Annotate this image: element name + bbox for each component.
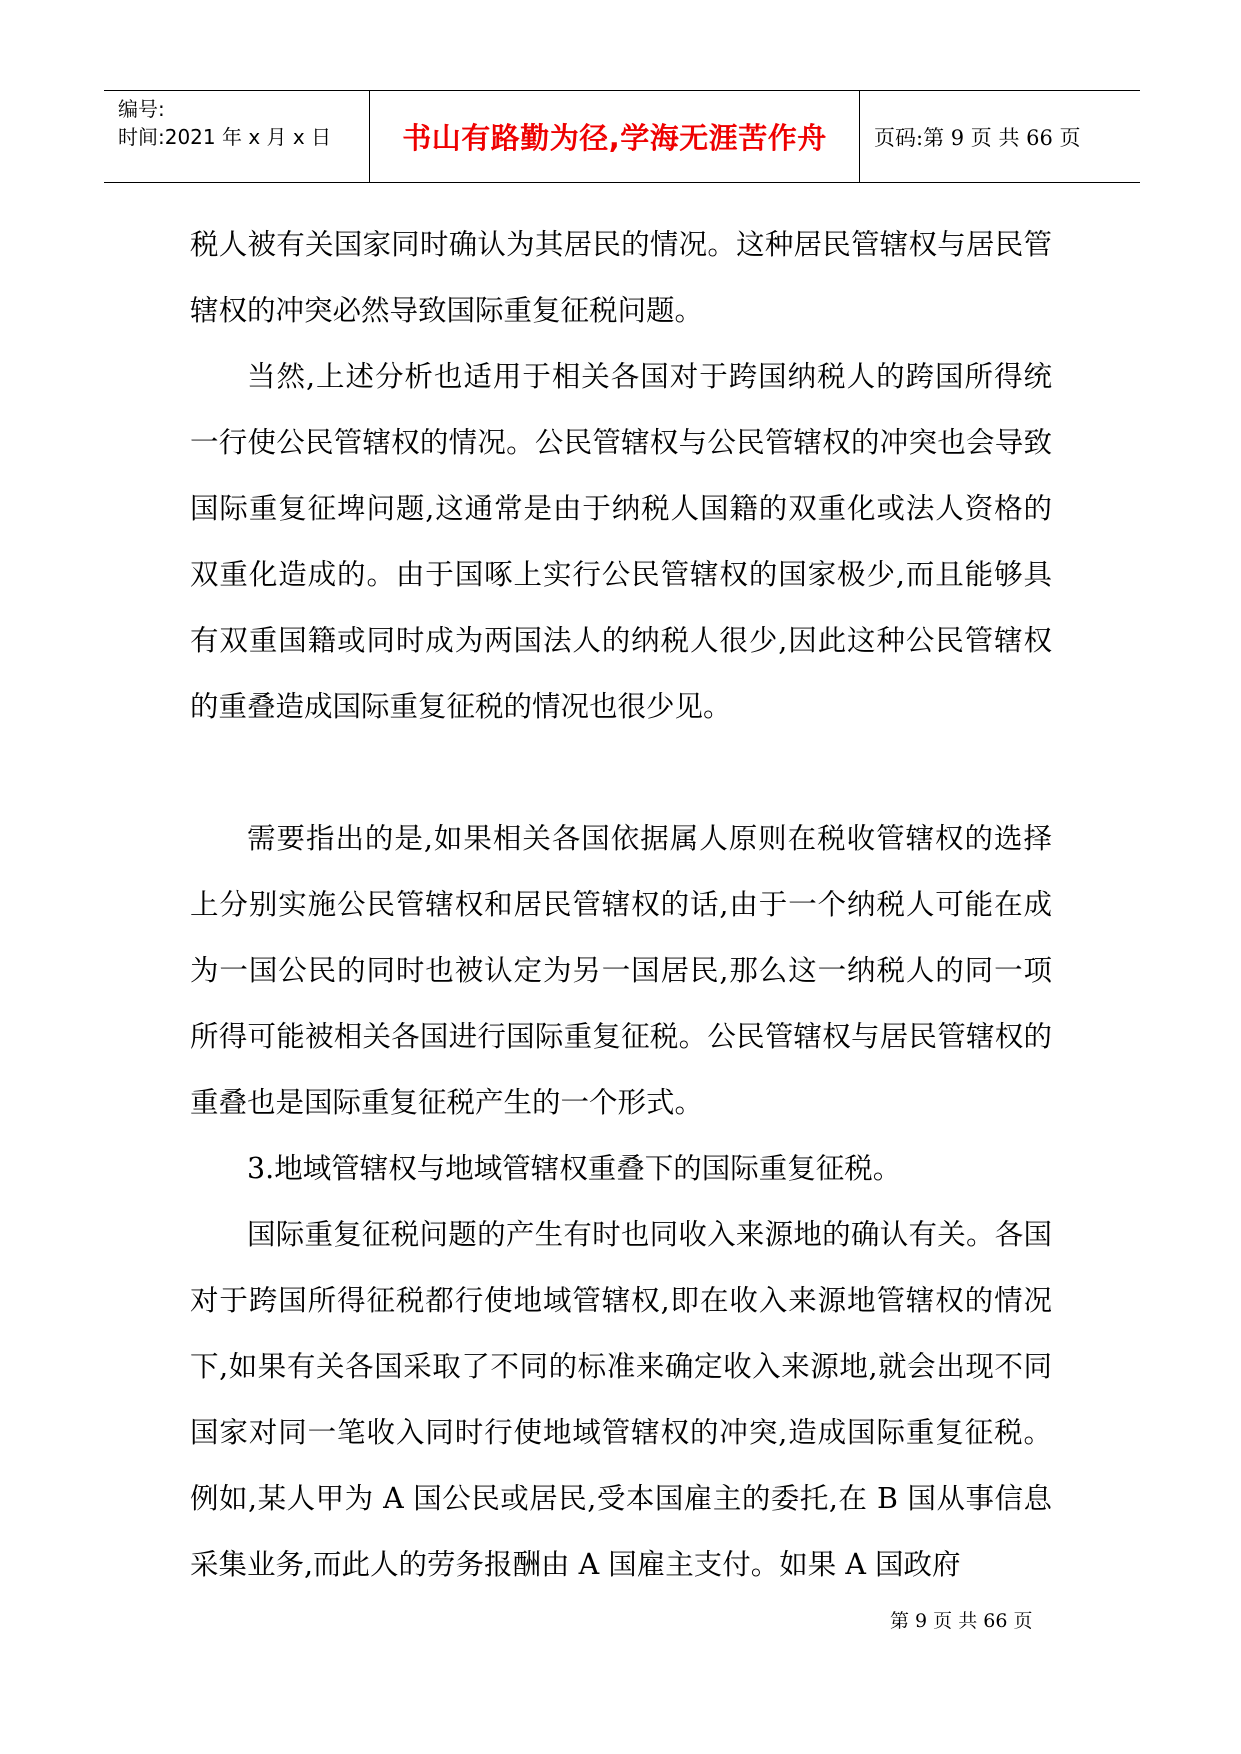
paragraph-spacer — [190, 740, 1052, 806]
document-body — [190, 212, 1052, 1598]
body-paragraph: 当然,上述分析也适用于相关各国对于跨国纳税人的跨国所得统一行使公民管辖权的情况。公民管辖权与公民管辖权的冲突也会导致国际重复征埤问题,这通常是由于纳税人国籍的双重化或法人资格的双重化造成的。由于国啄上实行公民管辖权的国家极少,而且能够具有双重国籍或同时成为两国法人的纳税人很少,因此这种公民管辖权的重叠造成国际重复征税的情况也很少见。 — [190, 360, 1052, 723]
header-page-info: 页码:第 9 页 共 66 页 — [874, 125, 1081, 150]
document-number-label: 编号: — [118, 97, 165, 121]
page-header — [104, 90, 1140, 183]
document-time-label: 时间:2021 年 x 月 x 日 — [118, 125, 332, 149]
page-footer: 第 9 页 共 66 页 — [890, 1610, 1033, 1632]
header-divider-right — [859, 91, 860, 182]
body-paragraph: 税人被有关国家同时确认为其居民的情况。这种居民管辖权与居民管辖权的冲突必然导致国际重复征税问题。 — [190, 228, 1052, 327]
header-motto: 书山有路勤为径,学海无涯苦作舟 — [402, 121, 827, 155]
header-meta — [118, 95, 358, 151]
section-heading: 3.地域管辖权与地域管辖权重叠下的国际重复征税。 — [247, 1152, 902, 1185]
body-paragraph: 需要指出的是,如果相关各国依据属人原则在税收管辖权的选择上分别实施公民管辖权和居民管辖权的话,由于一个纳税人可能在成为一国公民的同时也被认定为另一国居民,那么这一纳税人的同一项所得可能被相关各国进行国际重复征税。公民管辖权与居民管辖权的重叠也是国际重复征税产生的一个形式。 — [190, 822, 1052, 1119]
body-paragraph: 国际重复征税问题的产生有时也同收入来源地的确认有关。各国对于跨国所得征税都行使地域管辖权,即在收入来源地管辖权的情况下,如果有关各国采取了不同的标准来确定收入来源地,就会出现不同国家对同一笔收入同时行使地域管辖权的冲突,造成国际重复征税。例如,某人甲为 A 国公民或居民,受本国雇主的委托,在 B 国从事信息采集业务,而此人的劳务报酬由 A 国雇主支付。如果 A 国政府 — [190, 1218, 1052, 1581]
